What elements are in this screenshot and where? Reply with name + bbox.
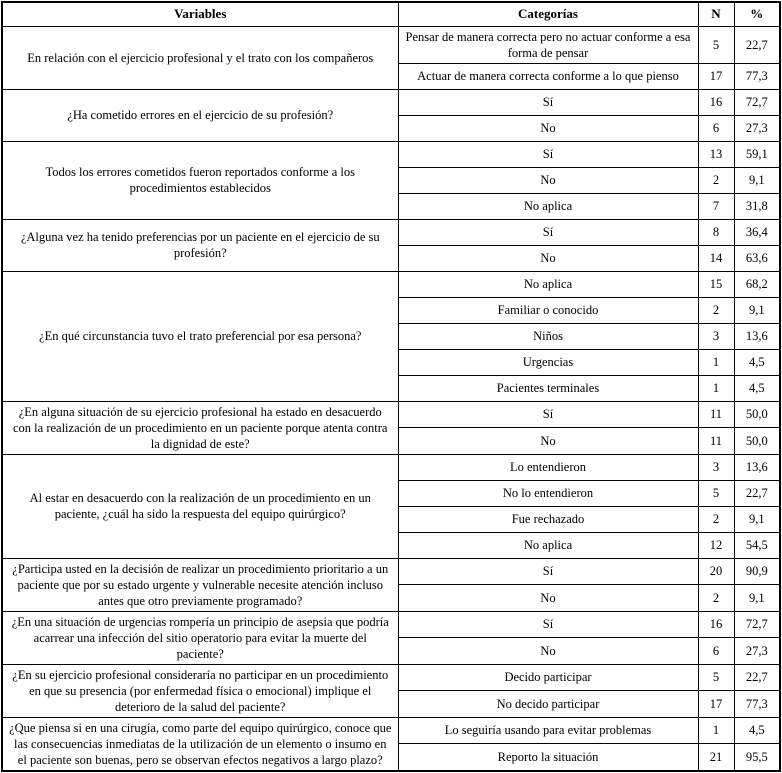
percent-cell: 63,6 (734, 245, 780, 271)
percent-cell: 27,3 (734, 638, 780, 665)
percent-cell: 9,1 (734, 167, 780, 193)
n-cell: 15 (698, 271, 734, 297)
percent-cell: 59,1 (734, 141, 780, 167)
n-cell: 6 (698, 115, 734, 141)
n-cell: 13 (698, 141, 734, 167)
category-cell: No lo entendieron (398, 480, 698, 506)
category-cell: No (398, 638, 698, 665)
percent-cell: 13,6 (734, 454, 780, 480)
col-header-categorias: Categorías (398, 2, 698, 26)
percent-cell: 54,5 (734, 532, 780, 558)
n-cell: 16 (698, 89, 734, 115)
n-cell: 8 (698, 219, 734, 245)
variable-cell: ¿Ha cometido errores en el ejercicio de su profesión? (2, 89, 398, 141)
n-cell: 2 (698, 167, 734, 193)
n-cell: 1 (698, 717, 734, 743)
category-cell: No (398, 245, 698, 271)
col-header-n: N (698, 2, 734, 26)
percent-cell: 22,7 (734, 26, 780, 63)
n-cell: 17 (698, 691, 734, 718)
percent-cell: 77,3 (734, 691, 780, 718)
table-row (2, 141, 780, 167)
n-cell: 11 (698, 401, 734, 428)
table-row (2, 271, 780, 297)
variable-cell: ¿Alguna vez ha tenido preferencias por un paciente en el ejercicio de su profesión? (2, 219, 398, 271)
n-cell: 14 (698, 245, 734, 271)
category-cell: Familiar o conocido (398, 297, 698, 323)
n-cell: 5 (698, 26, 734, 63)
n-cell: 5 (698, 664, 734, 691)
category-cell: Sí (398, 611, 698, 638)
percent-cell: 9,1 (734, 297, 780, 323)
percent-cell: 13,6 (734, 323, 780, 349)
n-cell: 7 (698, 193, 734, 219)
category-cell: Decido participar (398, 664, 698, 691)
percent-cell: 72,7 (734, 611, 780, 638)
n-cell: 2 (698, 506, 734, 532)
percent-cell: 50,0 (734, 401, 780, 428)
table-row (2, 26, 780, 63)
category-cell: No (398, 428, 698, 455)
col-header-percent: % (734, 2, 780, 26)
percent-cell: 95,5 (734, 744, 780, 771)
category-cell: No (398, 167, 698, 193)
percent-cell: 27,3 (734, 115, 780, 141)
n-cell: 20 (698, 558, 734, 585)
category-cell: No (398, 585, 698, 612)
percent-cell: 72,7 (734, 89, 780, 115)
n-cell: 2 (698, 297, 734, 323)
category-cell: Niños (398, 323, 698, 349)
percent-cell: 9,1 (734, 585, 780, 612)
percent-cell: 90,9 (734, 558, 780, 585)
n-cell: 5 (698, 480, 734, 506)
variable-cell: ¿En una situación de urgencias rompería un principio de asepsia que podría acarrear una infección del sitio operatorio para evitar la muerte del paciente? (2, 611, 398, 664)
table-row (2, 219, 780, 245)
category-cell: Sí (398, 219, 698, 245)
n-cell: 3 (698, 454, 734, 480)
n-cell: 1 (698, 349, 734, 375)
category-cell: No decido participar (398, 691, 698, 718)
table-row (2, 401, 780, 428)
percent-cell: 77,3 (734, 63, 780, 89)
n-cell: 16 (698, 611, 734, 638)
category-cell: Actuar de manera correcta conforme a lo que pienso (398, 63, 698, 89)
header-row (2, 2, 780, 26)
category-cell: Pacientes terminales (398, 375, 698, 401)
category-cell: No aplica (398, 271, 698, 297)
variable-cell: ¿Que piensa si en una cirugía, como parte del equipo quirúrgico, conoce que las consecuencias inmediatas de la utilización de un elemento o insumo en el paciente son buenas, pero se observan efectos negativos a largo plazo? (2, 717, 398, 771)
n-cell: 6 (698, 638, 734, 665)
table-row (2, 717, 780, 743)
category-cell: Urgencias (398, 349, 698, 375)
category-cell: Lo entendieron (398, 454, 698, 480)
table-row (2, 611, 780, 638)
n-cell: 1 (698, 375, 734, 401)
percent-cell: 31,8 (734, 193, 780, 219)
n-cell: 3 (698, 323, 734, 349)
variable-cell: ¿En alguna situación de su ejercicio profesional ha estado en desacuerdo con la realización de un procedimiento en un paciente porque atenta contra la dignidad de este? (2, 401, 398, 454)
table-row (2, 664, 780, 691)
percent-cell: 22,7 (734, 480, 780, 506)
category-cell: Sí (398, 141, 698, 167)
n-cell: 12 (698, 532, 734, 558)
table-row (2, 454, 780, 480)
variable-cell: En relación con el ejercicio profesional y el trato con los compañeros (2, 26, 398, 89)
percent-cell: 4,5 (734, 717, 780, 743)
n-cell: 11 (698, 428, 734, 455)
category-cell: Lo seguiría usando para evitar problemas (398, 717, 698, 743)
table-row (2, 89, 780, 115)
category-cell: No aplica (398, 532, 698, 558)
percent-cell: 50,0 (734, 428, 780, 455)
variable-cell: ¿En su ejercicio profesional consideraría no participar en un procedimiento en que su presencia (por enfermedad física o emocional) implique el deterioro de la salud del paciente? (2, 664, 398, 717)
category-cell: Pensar de manera correcta pero no actuar conforme a esa forma de pensar (398, 26, 698, 63)
percent-cell: 68,2 (734, 271, 780, 297)
percent-cell: 22,7 (734, 664, 780, 691)
table-body (2, 26, 780, 771)
variable-cell: Al estar en desacuerdo con la realización de un procedimiento en un paciente, ¿cuál ha sido la respuesta del equipo quirúrgico? (2, 454, 398, 558)
n-cell: 2 (698, 585, 734, 612)
percent-cell: 9,1 (734, 506, 780, 532)
results-table (1, 1, 781, 772)
category-cell: Sí (398, 558, 698, 585)
category-cell: No aplica (398, 193, 698, 219)
variable-cell: ¿Participa usted en la decisión de realizar un procedimiento prioritario a un paciente que por su estado urgente y vulnerable necesite atención incluso antes que otro previamente programado? (2, 558, 398, 611)
n-cell: 21 (698, 744, 734, 771)
category-cell: Sí (398, 401, 698, 428)
n-cell: 17 (698, 63, 734, 89)
variable-cell: ¿En qué circunstancia tuvo el trato preferencial por esa persona? (2, 271, 398, 401)
category-cell: No (398, 115, 698, 141)
col-header-variables: Variables (2, 2, 398, 26)
percent-cell: 4,5 (734, 375, 780, 401)
category-cell: Reporto la situación (398, 744, 698, 771)
category-cell: Sí (398, 89, 698, 115)
variable-cell: Todos los errores cometidos fueron reportados conforme a los procedimientos establecidos (2, 141, 398, 219)
percent-cell: 36,4 (734, 219, 780, 245)
category-cell: Fue rechazado (398, 506, 698, 532)
table-row (2, 558, 780, 585)
percent-cell: 4,5 (734, 349, 780, 375)
